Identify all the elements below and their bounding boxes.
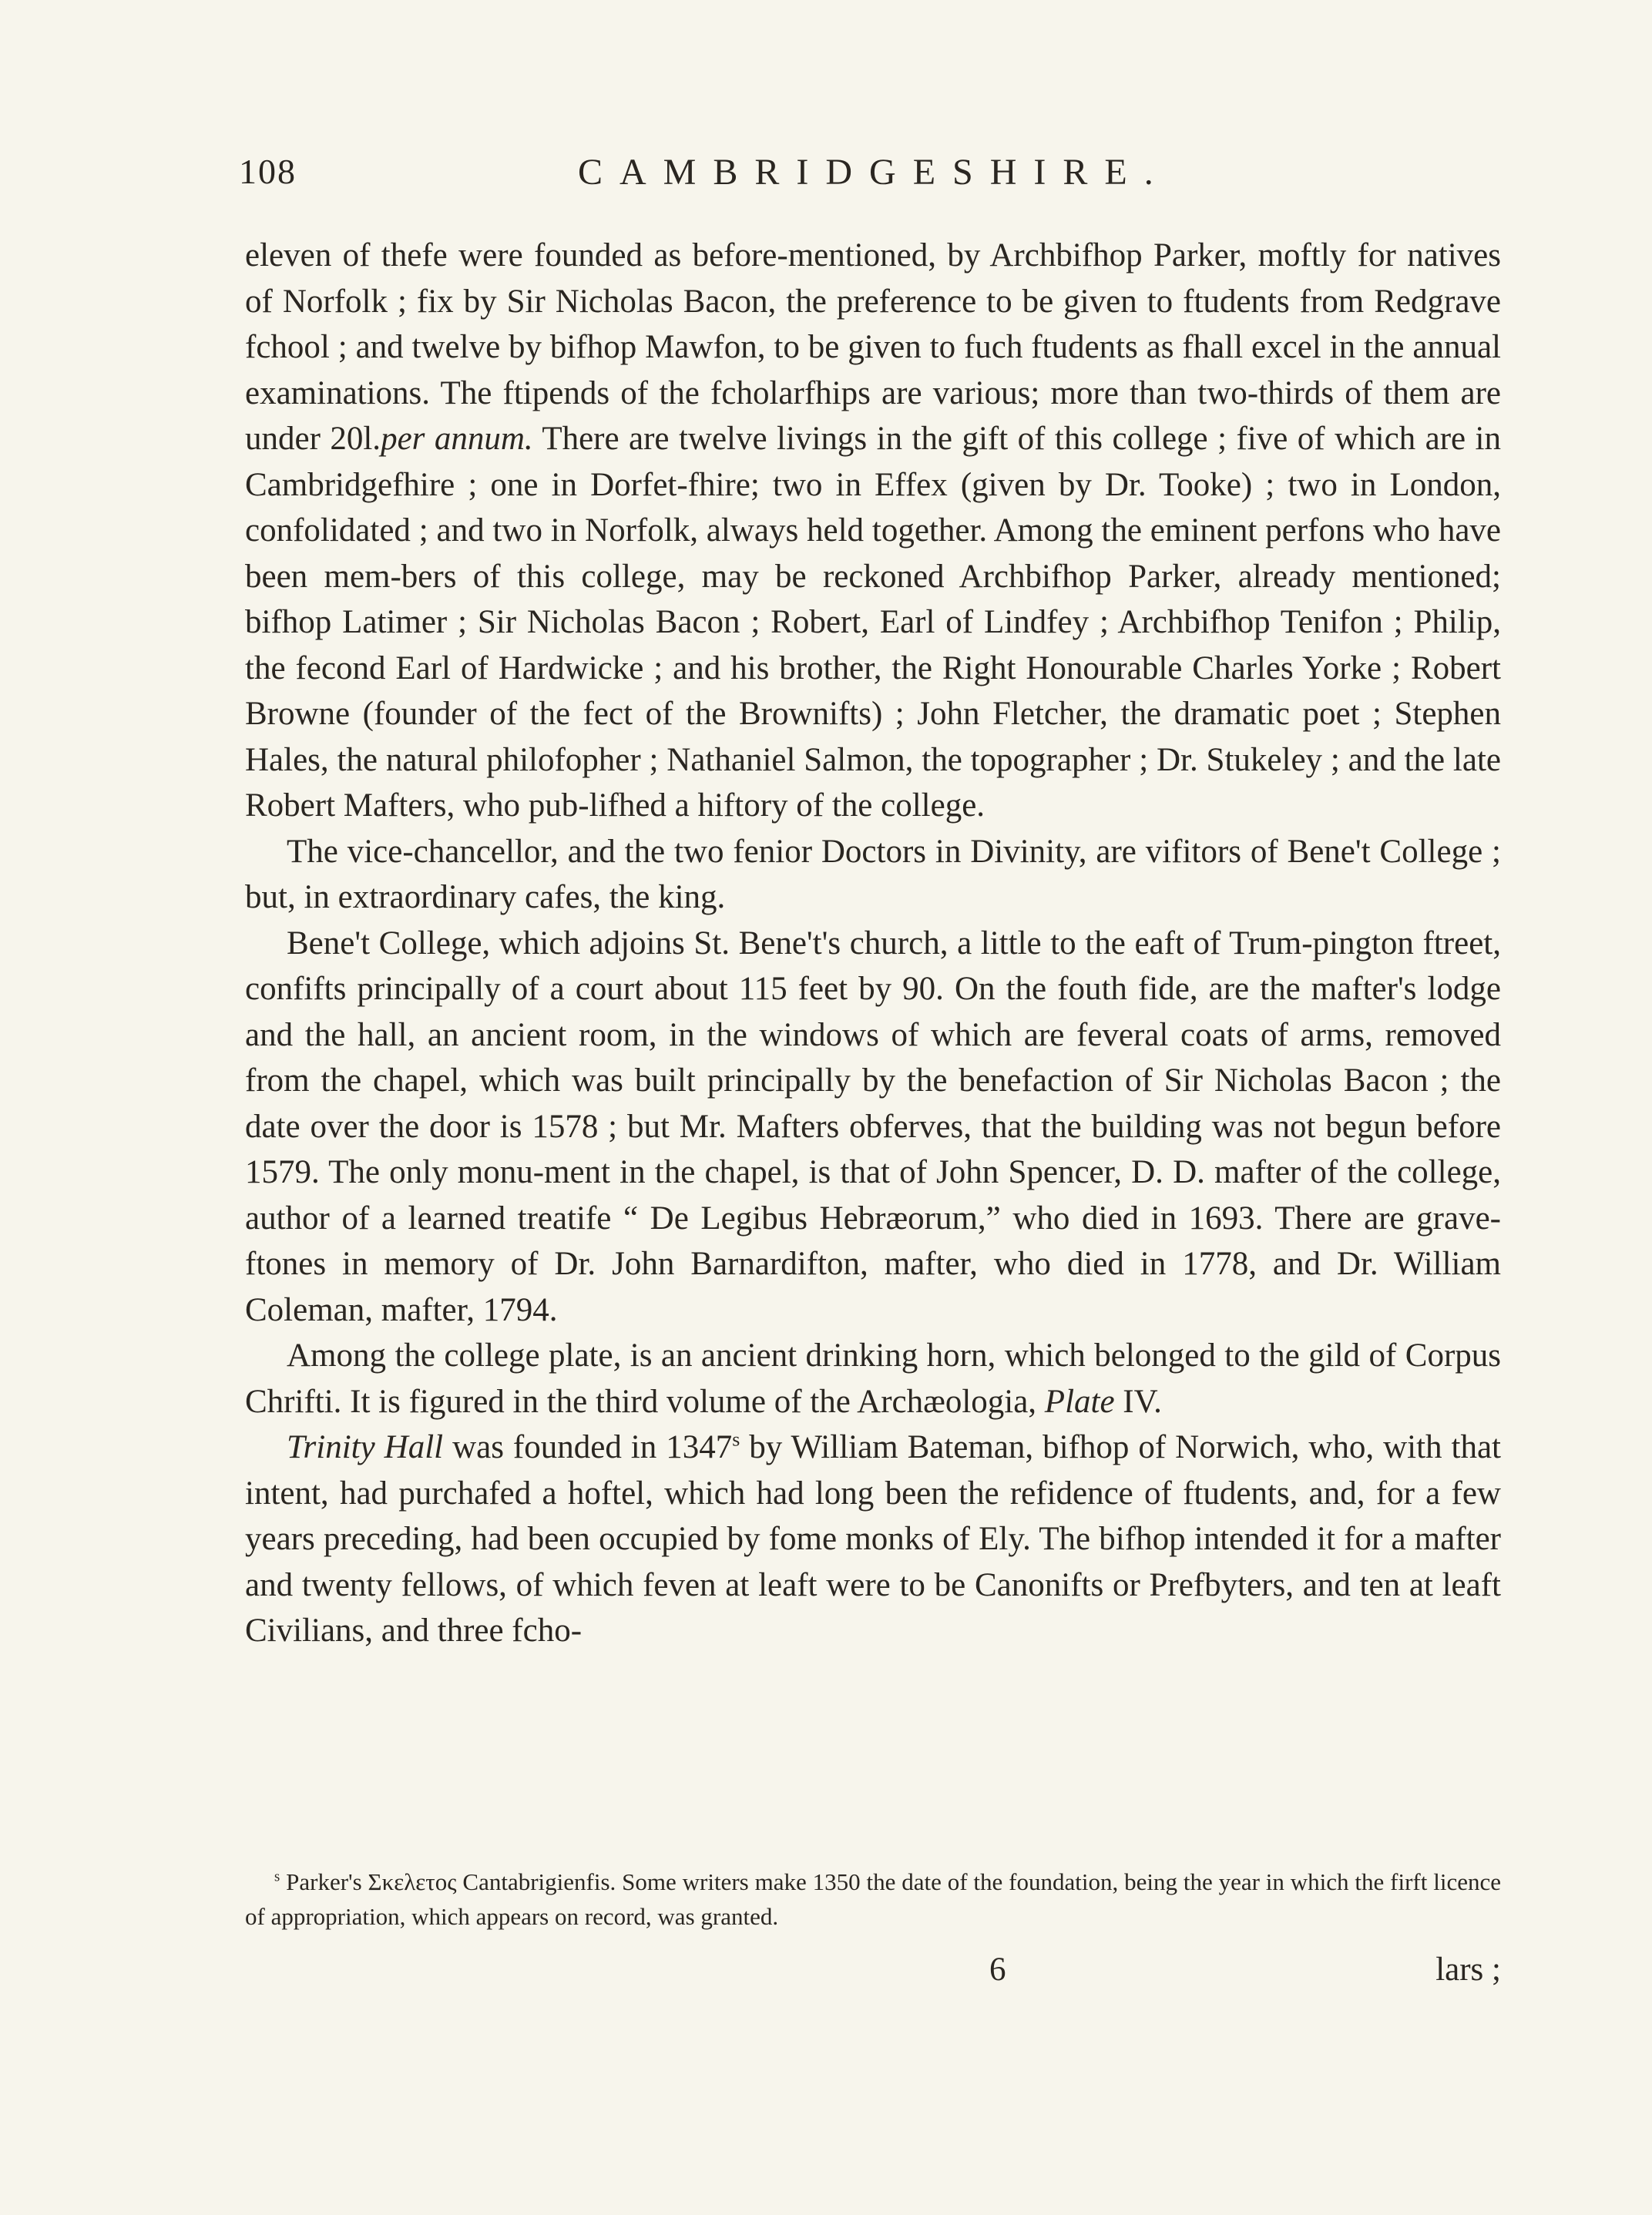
catchword: lars ;	[1435, 1952, 1501, 1988]
paragraph-scholarships	[245, 233, 1501, 829]
footnote-text: Parker's Σκελετος Cantabrigienfis. Some writers make 1350 the date of the foundation, being the year in which the firft licence of appropriation, which appears on record, was granted.	[245, 1868, 1501, 1930]
paragraph-text-continued: IV.	[1114, 1383, 1162, 1420]
page-header	[239, 151, 1503, 205]
paragraph-text: was founded in 1347	[443, 1429, 733, 1465]
footnote-reference: s	[732, 1428, 740, 1451]
paragraph-text-continued: There are twelve livings in the gift of this college ; five of which are in Cambridgefhire ; one in Dorfet-fhire; two in Effex (given by Dr. Tooke) ; two in London, confolidated ; and two in Norfolk, always held together. Among the eminent perfons who have been mem-bers of this college, may be reckoned Archbifhop Parker, already mentioned; bifhop Latimer ; Sir Nicholas Bacon ; Robert, Earl of Lindfey ; Archbifhop Tenifon ; Philip, the fecond Earl of Hardwicke ; and his brother, the Right Honourable Charles Yorke ; Robert Browne (founder of the fect of the Brownifts) ; John Fletcher, the dramatic poet ; Stephen Hales, the natural philofopher ; Nathaniel Salmon, the topographer ; Dr. Stukeley ; and the late Robert Mafters, who pub-lifhed a hiftory of the college.	[245, 421, 1501, 824]
italic-per-annum: per annum.	[381, 421, 533, 457]
paragraph-visitors	[245, 829, 1501, 921]
catchline	[245, 1951, 1501, 2005]
body-text	[245, 233, 1501, 1654]
paragraph-benet-college	[245, 921, 1501, 1334]
italic-trinity-hall: Trinity Hall	[287, 1429, 444, 1465]
footnote	[245, 1864, 1501, 1934]
italic-plate: Plate	[1044, 1383, 1115, 1420]
paragraph-text: eleven of thefe were founded as before-mentioned, by Archbifhop Parker, moftly for natives of Norfolk ; fix by Sir Nicholas Bacon, the preference to be given to ftudents from Redgrave fchool ; and twelve by bifhop Mawfon, to be given to fuch ftudents as fhall excel in the annual examinations. The ftipends of the fcholarfhips are various; more than two-thirds of them are under 20l.	[245, 237, 1501, 457]
footnote-mark: s	[274, 1868, 280, 1885]
page-number: 108	[239, 152, 297, 191]
signature-mark: 6	[989, 1952, 1006, 1988]
paragraph-text-continued: by William Bateman, bifhop of Norwich, who, with that intent, had purchafed a hoftel, which had long been the refidence of ftudents, and, for a few years preceding, had been occupied by fome monks of Ely. The bifhop intended it for a mafter and twenty fellows, of which feven at leaft were to be Canonifts or Prefbyters, and ten at leaft Civilians, and three fcho-	[245, 1429, 1501, 1649]
paragraph-text: Bene't College, which adjoins St. Bene't's church, a little to the eaft of Trum-pington ftreet, confifts principally of a court about 115 feet by 90. On the fouth fide, are the mafter's lodge and the hall, an ancient room, in the windows of which are feveral coats of arms, removed from the chapel, which was built principally by the benefaction of Sir Nicholas Bacon ; the date over the door is 1578 ; but Mr. Mafters obferves, that the building was not begun before 1579. The only monu-ment in the chapel, is that of John Spencer, D. D. mafter of the college, author of a learned treatife “ De Legibus Hebræorum,” who died in 1693. There are grave-ftones in memory of Dr. John Barnardifton, mafter, who died in 1778, and Dr. William Coleman, mafter, 1794.	[245, 925, 1501, 1328]
paragraph-text: Among the college plate, is an ancient drinking horn, which belonged to the gild of Corpus Chrifti. It is figured in the third volume of the Archæologia,	[245, 1337, 1501, 1420]
running-head: CAMBRIDGESHIRE.	[578, 152, 1170, 193]
paragraph-trinity-hall	[245, 1425, 1501, 1654]
paragraph-text: The vice-chancellor, and the two fenior Doctors in Divinity, are vifitors of Bene't College ; but, in extraordinary cafes, the king.	[245, 833, 1501, 915]
paragraph-college-plate	[245, 1333, 1501, 1425]
